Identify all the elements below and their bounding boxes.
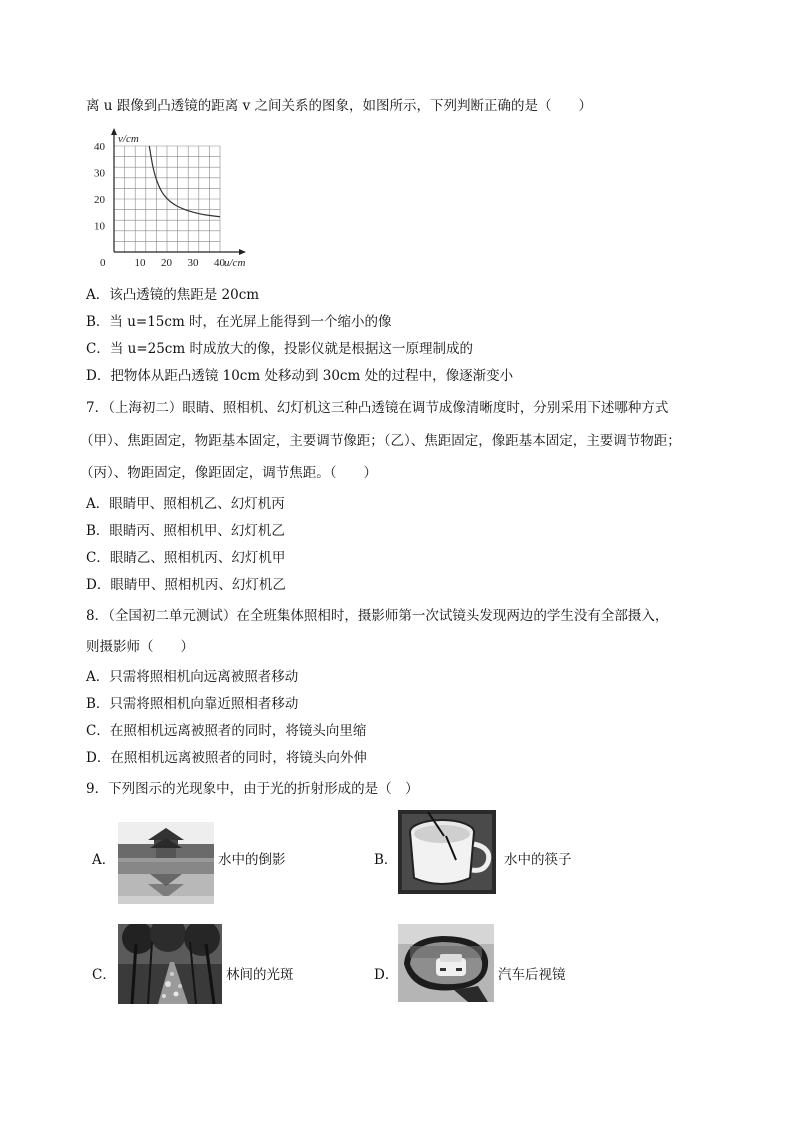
pagoda-reflection-photo-icon[interactable] [118, 822, 214, 904]
q9-option-a-caption: 水中的倒影 [218, 852, 286, 868]
q7-option-a[interactable]: A．眼睛甲、照相机乙、幻灯机丙 [86, 496, 285, 512]
q8-stem-line-1: 8．（全国初二单元测试）在全班集体照相时，摄影师第一次试镜头发现两边的学生没有全部摄入， [86, 608, 669, 624]
q8-stem-line-2: 则摄影师（ ） [86, 639, 194, 655]
y-tick-label: 40 [94, 141, 105, 153]
cup-in-water-photo-icon[interactable] [398, 810, 496, 894]
y-tick-label: 10 [94, 220, 105, 233]
x-axis-arrow [239, 249, 246, 255]
x-tick-label: 20 [161, 257, 172, 269]
q6-option-a[interactable]: A．该凸透镜的焦距是 20cm [86, 287, 260, 303]
q9-option-a-label[interactable]: A． [92, 852, 116, 868]
x-tick-label: 40 [214, 257, 225, 269]
q9-option-b-caption: 水中的筷子 [504, 852, 572, 868]
q9-option-d-caption: 汽车后视镜 [498, 967, 566, 983]
q6-option-d[interactable]: D．把物体从距凸透镜 10cm 处移动到 30cm 处的过程中，像逐渐变小 [86, 368, 514, 384]
q7-option-c[interactable]: C．眼睛乙、照相机丙、幻灯机甲 [86, 550, 286, 566]
q7-option-d[interactable]: D．眼睛甲、照相机丙、幻灯机乙 [86, 577, 286, 593]
q7-stem-line-2: （甲）、焦距固定，物距基本固定，主要调节像距；（乙）、焦距固定，像距基本固定，主要调节物距； [80, 433, 681, 449]
x-tick-label: 10 [134, 257, 146, 269]
q7-stem-line-3: （丙）、物距固定，像距固定，调节焦距。（ ） [80, 465, 377, 481]
v-u-graph [92, 128, 262, 270]
q6-stem: 离 u 跟像到凸透镜的距离 v 之间关系的图象，如图所示，下列判断正确的是（ ） [86, 98, 592, 114]
y-axis-arrow [111, 128, 117, 135]
q9-option-c-label[interactable]: C． [92, 967, 116, 983]
x-axis-label: u/cm [224, 257, 246, 269]
x-tick-label: 30 [187, 257, 199, 269]
y-tick-label: 20 [94, 194, 105, 206]
q6-option-c[interactable]: C．当 u=25cm 时成放大的像，投影仪就是根据这一原理制成的 [86, 341, 473, 357]
q8-option-b[interactable]: B．只需将照相机向靠近照相者移动 [86, 696, 299, 712]
y-axis-label: v/cm [118, 133, 139, 145]
q9-option-b-label[interactable]: B． [374, 852, 398, 868]
rear-view-mirror-photo-icon[interactable] [398, 924, 494, 1002]
q8-option-c[interactable]: C．在照相机远离被照者的同时，将镜头向里缩 [86, 723, 367, 739]
q8-option-a[interactable]: A．只需将照相机向远离被照者移动 [86, 669, 299, 685]
q9-option-c-caption: 林间的光斑 [226, 967, 294, 983]
forest-light-photo-icon[interactable] [118, 924, 222, 1004]
q9-option-d-label[interactable]: D． [374, 967, 399, 983]
x-tick-label: 0 [100, 257, 106, 269]
q7-option-b[interactable]: B．眼睛丙、照相机甲、幻灯机乙 [86, 523, 285, 539]
q9-stem: 9．下列图示的光现象中，由于光的折射形成的是（ ） [86, 781, 419, 797]
y-tick-label: 30 [94, 167, 105, 180]
q8-option-d[interactable]: D．在照相机远离被照者的同时，将镜头向外伸 [86, 750, 367, 766]
q6-option-b[interactable]: B．当 u=15cm 时，在光屏上能得到一个缩小的像 [86, 314, 392, 330]
graph-axes [111, 128, 246, 255]
q7-stem-line-1: 7．（上海初二）眼睛、照相机、幻灯机这三种凸透镜在调节成像清晰度时，分别采用下述哪种方式 [86, 400, 669, 416]
